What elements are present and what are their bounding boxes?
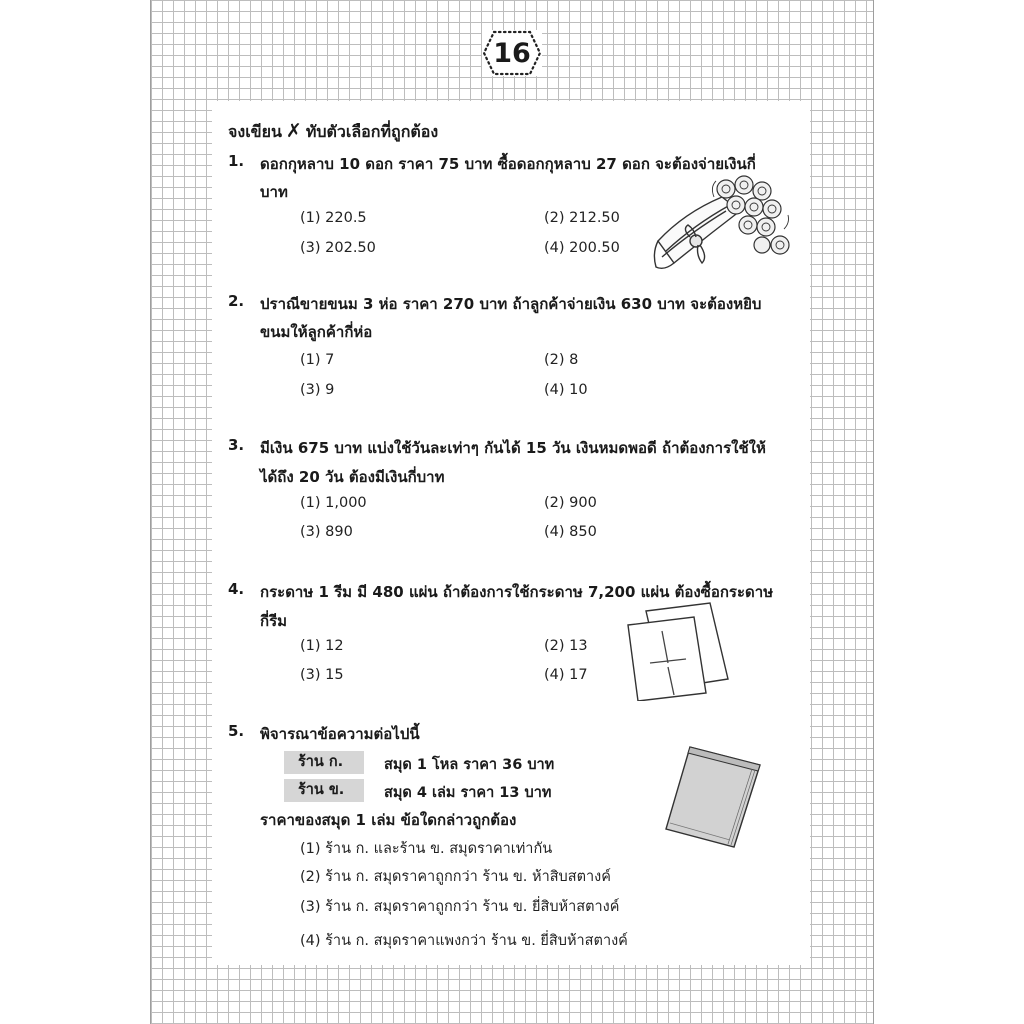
page-number-badge xyxy=(482,30,542,76)
question-3-option-4[interactable]: (4) 850 xyxy=(544,524,597,540)
question-4-line-1: กระดาษ 1 รีม มี 480 แผ่น ถ้าต้องการใช้กระดาษ 7,200 แผ่น ต้องซื้อกระดาษ xyxy=(260,583,774,601)
question-3-option-3[interactable]: (3) 890 xyxy=(300,524,353,540)
question-4-line-2: กี่รีม xyxy=(260,612,288,630)
instruction-line xyxy=(228,120,438,145)
question-1-line-2: บาท xyxy=(260,183,288,201)
question-2-line-1: ปราณีขายขนม 3 ห่อ ราคา 270 บาท ถ้าลูกค้าจ่ายเงิน 630 บาท จะต้องหยิบ xyxy=(260,295,762,313)
page-number: 16 xyxy=(493,37,531,69)
question-5-option-2[interactable]: (2) ร้าน ก. สมุดราคาถูกกว่า ร้าน ข. ห้าสิบสตางค์ xyxy=(300,869,611,885)
rose-bouquet-icon xyxy=(644,167,794,277)
notebook-icon xyxy=(662,743,766,849)
question-4-option-4[interactable]: (4) 17 xyxy=(544,667,588,683)
question-1-option-1[interactable]: (1) 220.5 xyxy=(300,210,367,226)
shop-b-text: สมุด 4 เล่ม ราคา 13 บาท xyxy=(384,785,552,801)
shop-a-text: สมุด 1 โหล ราคา 36 บาท xyxy=(384,757,555,773)
question-2-line-2: ขนมให้ลูกค้ากี่ห่อ xyxy=(260,323,373,341)
question-5-line-1: พิจารณาข้อความต่อไปนี้ xyxy=(260,725,420,743)
question-2-option-2[interactable]: (2) 8 xyxy=(544,352,579,368)
question-4-number: 4. xyxy=(228,580,245,598)
question-1-option-2[interactable]: (2) 212.50 xyxy=(544,210,620,226)
question-4-option-3[interactable]: (3) 15 xyxy=(300,667,344,683)
question-1-option-3[interactable]: (3) 202.50 xyxy=(300,240,376,256)
x-mark-icon: ✗ xyxy=(285,120,302,142)
worksheet-card xyxy=(212,101,810,965)
question-3-number: 3. xyxy=(228,436,245,454)
shop-b-label: ร้าน ข. xyxy=(284,779,364,802)
question-1-line-1: ดอกกุหลาบ 10 ดอก ราคา 75 บาท ซื้อดอกกุหลาบ 27 ดอก จะต้องจ่ายเงินกี่ xyxy=(260,155,756,173)
instruction-after: ทับตัวเลือกที่ถูกต้อง xyxy=(305,122,439,141)
shop-a-label: ร้าน ก. xyxy=(284,751,364,774)
question-5-option-4[interactable]: (4) ร้าน ก. สมุดราคาแพงกว่า ร้าน ข. ยี่สิบห้าสตางค์ xyxy=(300,933,628,949)
question-4-option-2[interactable]: (2) 13 xyxy=(544,638,588,654)
question-3-option-2[interactable]: (2) 900 xyxy=(544,495,597,511)
question-4-option-1[interactable]: (1) 12 xyxy=(300,638,344,654)
question-2-option-1[interactable]: (1) 7 xyxy=(300,352,335,368)
question-2-option-4[interactable]: (4) 10 xyxy=(544,382,588,398)
instruction-before: จงเขียน xyxy=(228,122,282,141)
question-3-option-1[interactable]: (1) 1,000 xyxy=(300,495,367,511)
question-5-option-1[interactable]: (1) ร้าน ก. และร้าน ข. สมุดราคาเท่ากัน xyxy=(300,841,553,857)
question-3-line-2: ได้ถึง 20 วัน ต้องมีเงินกี่บาท xyxy=(260,468,445,486)
question-3-line-1: มีเงิน 675 บาท แบ่งใช้วันละเท่าๆ กันได้ 15 วัน เงินหมดพอดี ถ้าต้องการใช้ให้ xyxy=(260,439,766,457)
question-2-number: 2. xyxy=(228,292,245,310)
question-2-option-3[interactable]: (3) 9 xyxy=(300,382,335,398)
paper-sheets-icon xyxy=(624,601,730,701)
question-1-number: 1. xyxy=(228,152,245,170)
question-5-prompt: ราคาของสมุด 1 เล่ม ข้อใดกล่าวถูกต้อง xyxy=(260,811,517,829)
question-1-option-4[interactable]: (4) 200.50 xyxy=(544,240,620,256)
question-5-number: 5. xyxy=(228,722,245,740)
question-5-option-3[interactable]: (3) ร้าน ก. สมุดราคาถูกกว่า ร้าน ข. ยี่สิบห้าสตางค์ xyxy=(300,899,620,915)
